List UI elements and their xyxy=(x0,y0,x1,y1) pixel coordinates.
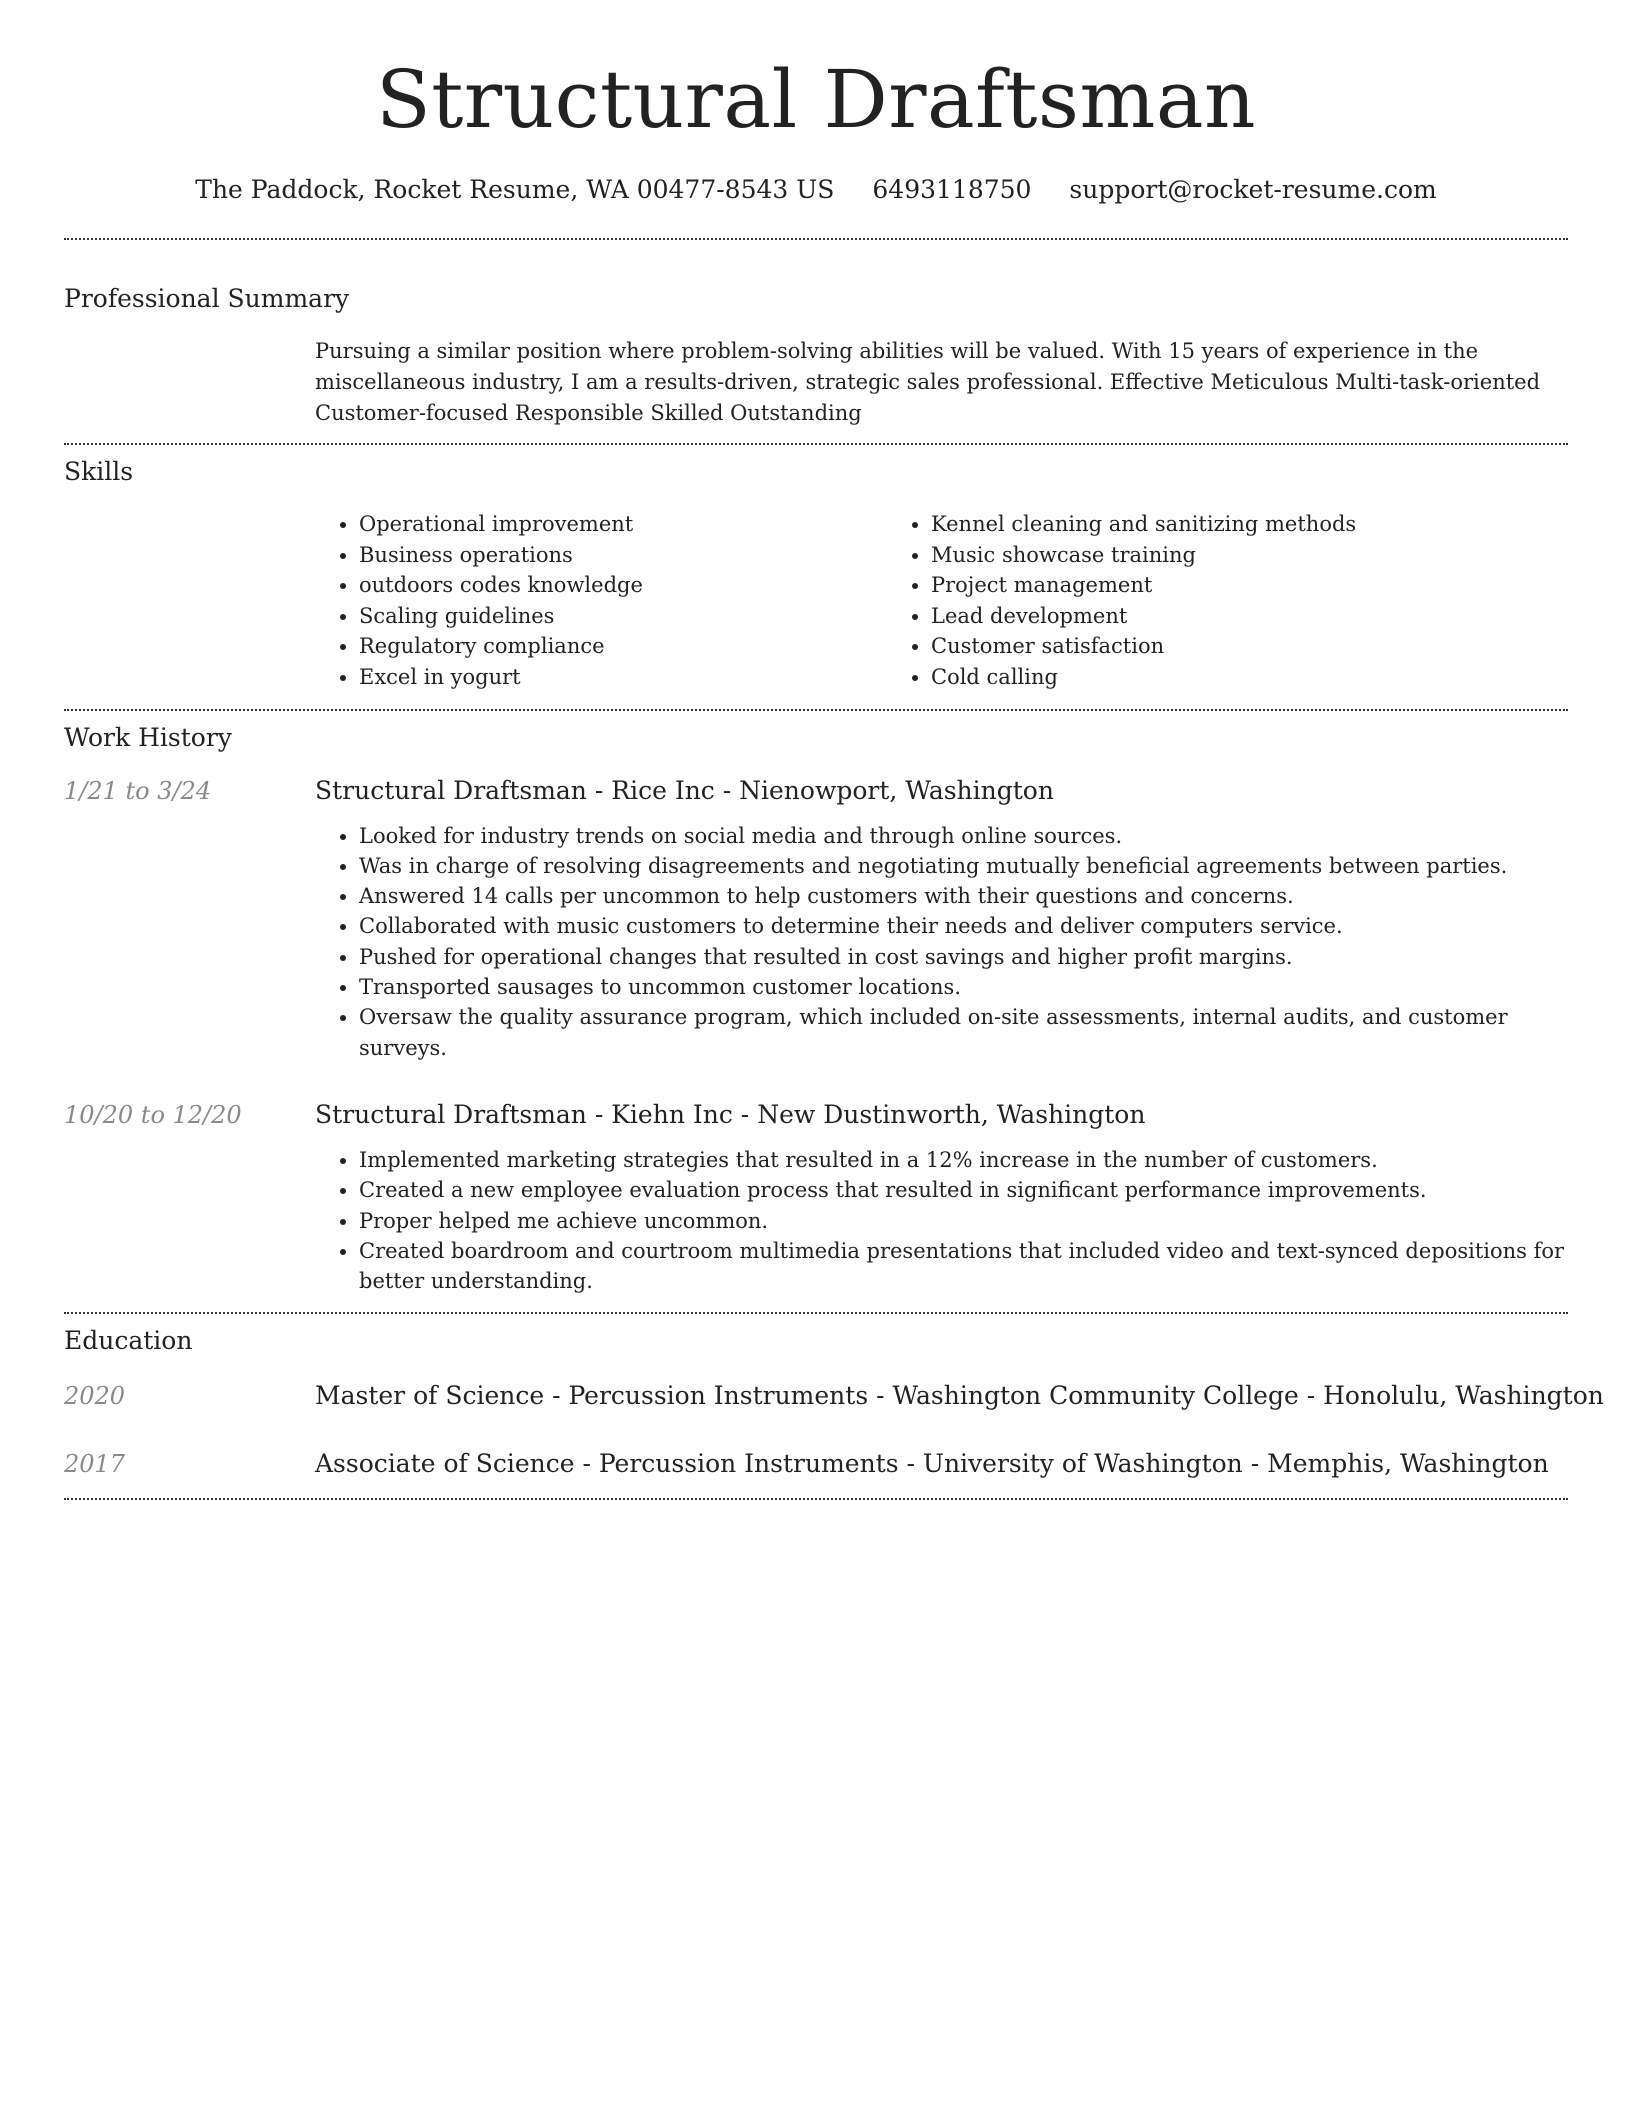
summary-divider xyxy=(64,443,1568,445)
job-bullet: • Pushed for operational changes that resulted in cost savings and higher profit margins. xyxy=(359,942,1568,972)
work-history-title: Work History xyxy=(64,722,232,752)
work-history-section xyxy=(64,721,1568,1313)
skill-item: • Customer satisfaction xyxy=(931,631,1459,662)
job-bullet: • Collaborated with music customers to determine their needs and deliver computers service. xyxy=(359,911,1568,941)
job-bullet: • Answered 14 calls per uncommon to help customers with their questions and concerns. xyxy=(359,881,1568,911)
skill-item: • Operational improvement xyxy=(359,509,887,540)
skill-item: • Kennel cleaning and sanitizing methods xyxy=(931,509,1459,540)
contact-email[interactable]: support@rocket-resume.com xyxy=(1069,175,1437,204)
education-divider xyxy=(64,1498,1568,1500)
skill-item: • Project management xyxy=(931,570,1459,601)
education-entry xyxy=(64,1448,1568,1480)
job-bullet: • Created a new employee evaluation process that resulted in significant performance improvements. xyxy=(359,1175,1568,1205)
summary-title: Professional Summary xyxy=(64,284,350,313)
job-heading: Structural Draftsman - Kiehn Inc - New Dustinworth, Washington xyxy=(315,1099,1146,1129)
skill-item: • Lead development xyxy=(931,601,1459,632)
education-heading: Associate of Science - Percussion Instruments - University of Washington - Memphis, Washington xyxy=(315,1449,1549,1479)
skills-section xyxy=(64,455,1568,709)
education-entry xyxy=(64,1380,1604,1412)
contact-line xyxy=(64,174,1568,206)
skill-item: • Music showcase training xyxy=(931,540,1459,571)
contact-address: The Paddock, Rocket Resume, WA 00477-8543 US xyxy=(195,175,835,204)
skill-item: • Cold calling xyxy=(931,662,1459,693)
job-body xyxy=(315,775,1568,1063)
summary-section xyxy=(64,282,1568,443)
skill-item: • Scaling guidelines xyxy=(359,601,887,632)
job-bullet: • Implemented marketing strategies that resulted in a 12% increase in the number of customers. xyxy=(359,1145,1568,1175)
skill-item: • Regulatory compliance xyxy=(359,631,887,662)
education-year: 2020 xyxy=(64,1382,126,1411)
skill-item: • Business operations xyxy=(359,540,887,571)
job-dates: 1/21 to 3/24 xyxy=(64,776,212,805)
skills-title: Skills xyxy=(64,457,134,486)
skill-item: • outdoors codes knowledge xyxy=(359,570,887,601)
skills-divider xyxy=(64,709,1568,711)
skills-list-left xyxy=(315,509,887,693)
header-divider xyxy=(64,238,1568,240)
education-section xyxy=(64,1324,1604,1498)
job-bullets xyxy=(315,821,1568,1063)
job-bullet: • Transported sausages to uncommon customer locations. xyxy=(359,972,1568,1002)
job-heading: Structural Draftsman - Rice Inc - Nienowport, Washington xyxy=(315,775,1054,805)
job-entry xyxy=(64,1099,1568,1296)
education-title: Education xyxy=(64,1326,193,1356)
skills-list-right xyxy=(887,509,1459,693)
resume-name: Structural Draftsman xyxy=(375,53,1257,146)
contact-phone: 6493118750 xyxy=(872,175,1032,204)
job-bullets xyxy=(315,1145,1568,1296)
work-history-divider xyxy=(64,1312,1568,1314)
skill-item: • Excel in yogurt xyxy=(359,662,887,693)
job-entry xyxy=(64,775,1568,1063)
summary-text: Pursuing a similar position where problem-solving abilities will be valued. With 15 years of experience in the miscellaneous industry, I am a results-driven, strategic sales professional. Effective Meticulous Multi-task-oriented Customer-focused Responsible Skilled Outstanding xyxy=(315,339,1541,425)
education-heading: Master of Science - Percussion Instruments - Washington Community College - Honolulu, Washington xyxy=(315,1381,1604,1411)
job-body xyxy=(315,1099,1568,1296)
job-bullet: • Created boardroom and courtroom multimedia presentations that included video and text-synced depositions for better understanding. xyxy=(359,1236,1568,1297)
education-year: 2017 xyxy=(64,1450,126,1479)
job-dates: 10/20 to 12/20 xyxy=(64,1100,242,1129)
job-bullet: • Was in charge of resolving disagreements and negotiating mutually beneficial agreements between parties. xyxy=(359,851,1568,881)
job-bullet: • Oversaw the quality assurance program, which included on-site assessments, internal audits, and customer surveys. xyxy=(359,1002,1568,1063)
skills-columns xyxy=(315,509,1568,709)
job-bullet: • Looked for industry trends on social media and through online sources. xyxy=(359,821,1568,851)
job-bullet: • Proper helped me achieve uncommon. xyxy=(359,1206,1568,1236)
